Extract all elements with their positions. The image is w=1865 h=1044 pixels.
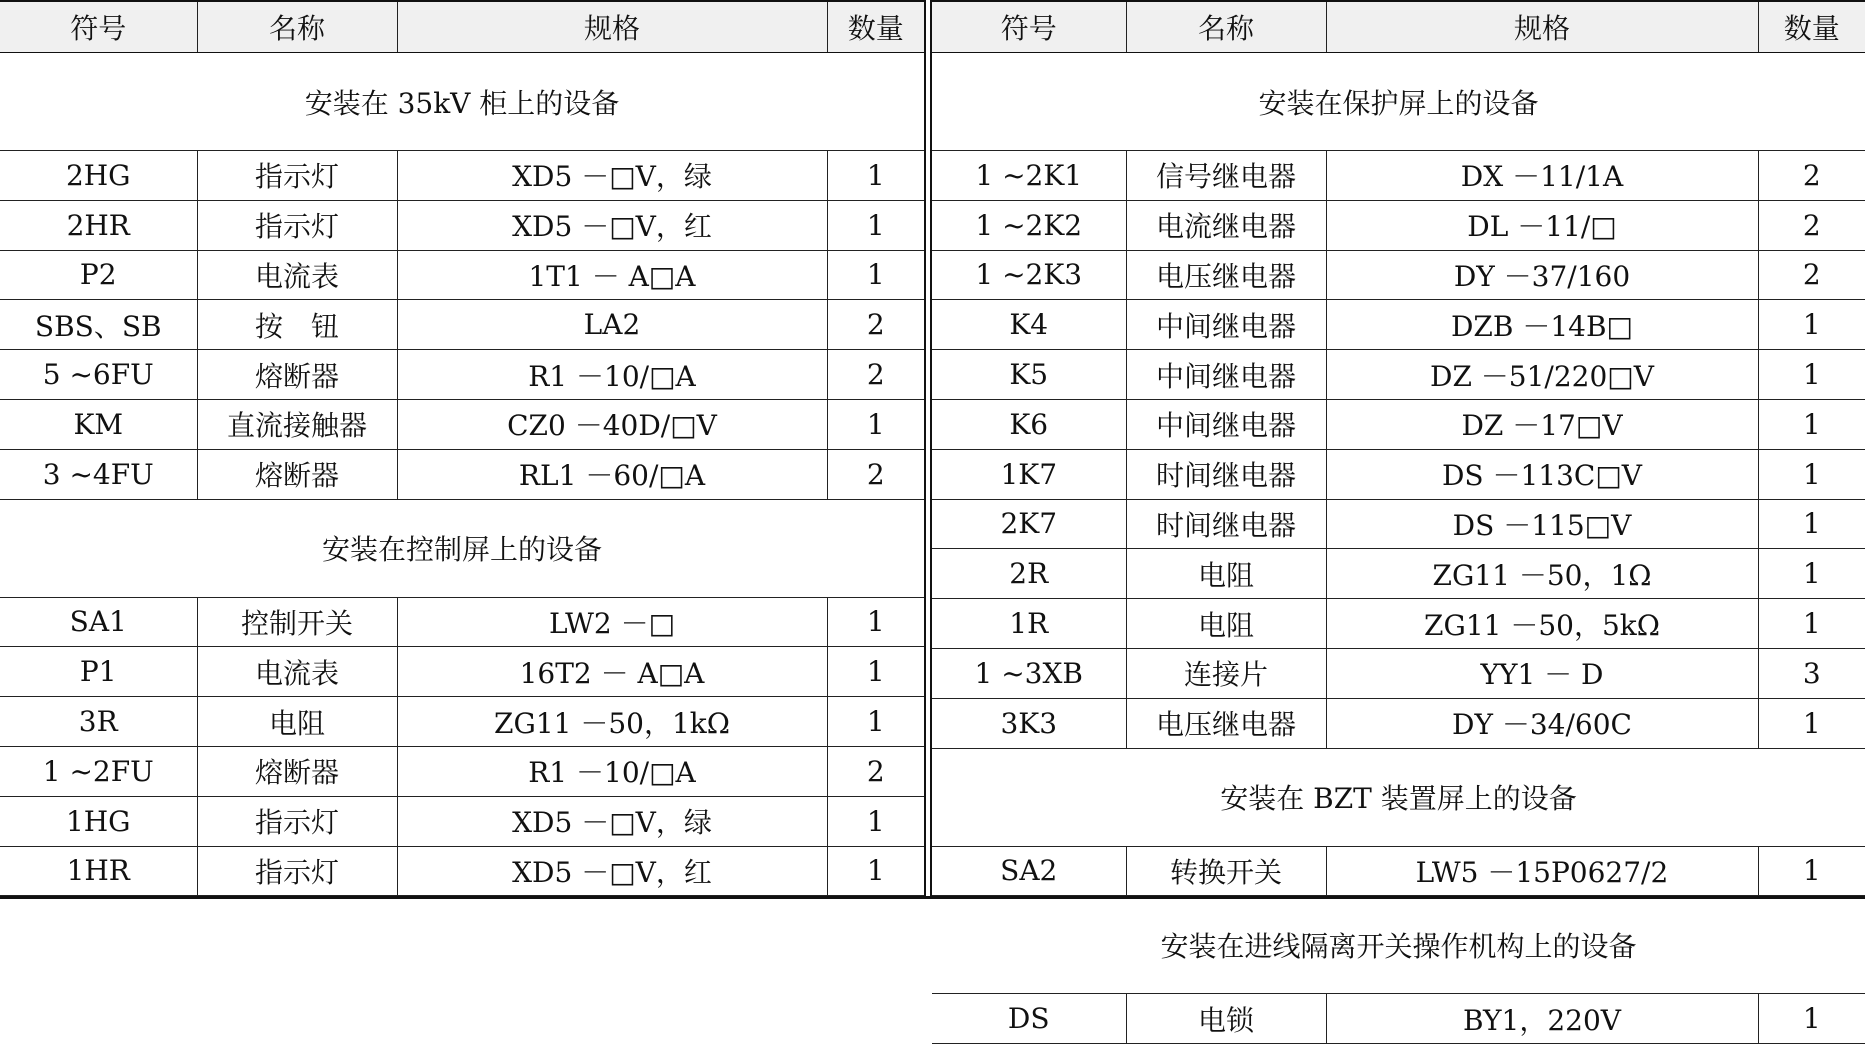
section-row (932, 53, 1865, 151)
section-title: 安装在 35kV 柜上的设备 (0, 53, 924, 151)
cell-spec: 16T2 － A□A (397, 647, 827, 697)
cell-name: 熔断器 (197, 746, 397, 796)
table-row (0, 746, 924, 796)
cell-spec: YY1 － D (1326, 648, 1758, 698)
cell-quantity: 2 (827, 746, 924, 796)
cell-name: 电流表 (197, 647, 397, 697)
table-row (932, 846, 1865, 896)
cell-symbol: 1K7 (932, 449, 1126, 499)
cell-quantity: 1 (827, 846, 924, 896)
cell-quantity: 1 (827, 697, 924, 747)
table-row (932, 200, 1865, 250)
cell-name: 控制开关 (197, 597, 397, 647)
cell-quantity: 1 (1758, 399, 1865, 449)
table-row (932, 648, 1865, 698)
table-row (932, 300, 1865, 350)
table-row (932, 399, 1865, 449)
table-row (0, 449, 924, 499)
header-row (0, 1, 924, 53)
table-row (0, 250, 924, 300)
cell-symbol: 2HG (0, 151, 197, 201)
cell-spec: XD5 －□V，绿 (397, 796, 827, 846)
header-name: 名称 (1126, 1, 1326, 53)
cell-quantity: 1 (1758, 846, 1865, 896)
cell-name: 指示灯 (197, 151, 397, 201)
cell-name: 电压继电器 (1126, 698, 1326, 748)
cell-quantity: 2 (1758, 200, 1865, 250)
right-table-half (932, 0, 1865, 1037)
table-row (932, 599, 1865, 649)
cell-name: 信号继电器 (1126, 151, 1326, 201)
header-spec: 规格 (1326, 1, 1758, 53)
cell-spec: XD5 －□V，红 (397, 200, 827, 250)
cell-name: 按 钮 (197, 300, 397, 350)
cell-spec: DZ －17□V (1326, 399, 1758, 449)
cell-name: 电锁 (1126, 994, 1326, 1044)
cell-quantity: 1 (827, 200, 924, 250)
table-row (0, 151, 924, 201)
table-row (932, 994, 1865, 1044)
cell-symbol: SA1 (0, 597, 197, 647)
cell-name: 电阻 (1126, 599, 1326, 649)
cell-spec: XD5 －□V，红 (397, 846, 827, 896)
center-divider-left (924, 0, 926, 899)
cell-symbol: 3K3 (932, 698, 1126, 748)
section-row (0, 53, 924, 151)
section-title: 安装在 BZT 装置屏上的设备 (932, 748, 1865, 846)
cell-spec: DX －11/1A (1326, 151, 1758, 201)
cell-quantity: 1 (827, 796, 924, 846)
left-table-half (0, 0, 924, 899)
cell-name: 转换开关 (1126, 846, 1326, 896)
cell-symbol: 1 ~2FU (0, 746, 197, 796)
table-row (932, 449, 1865, 499)
right-equipment-table (932, 0, 1865, 1044)
cell-spec: DY －37/160 (1326, 250, 1758, 300)
section-title: 安装在进线隔离开关操作机构上的设备 (932, 896, 1865, 994)
cell-symbol: 2HR (0, 200, 197, 250)
cell-spec: DY －34/60C (1326, 698, 1758, 748)
table-row (932, 549, 1865, 599)
section-title: 安装在控制屏上的设备 (0, 499, 924, 597)
cell-name: 指示灯 (197, 200, 397, 250)
cell-name: 时间继电器 (1126, 449, 1326, 499)
cell-spec: DS －113C□V (1326, 449, 1758, 499)
cell-symbol: P2 (0, 250, 197, 300)
header-symbol: 符号 (932, 1, 1126, 53)
cell-quantity: 1 (1758, 994, 1865, 1044)
cell-quantity: 1 (827, 151, 924, 201)
cell-spec: ZG11 －50，1kΩ (397, 697, 827, 747)
table-row (0, 697, 924, 747)
cell-spec: LW2 －□ (397, 597, 827, 647)
cell-quantity: 1 (827, 647, 924, 697)
cell-name: 电流表 (197, 250, 397, 300)
table-row (0, 200, 924, 250)
cell-spec: R1 －10/□A (397, 350, 827, 400)
cell-symbol: K4 (932, 300, 1126, 350)
table-row (0, 796, 924, 846)
table-row (0, 597, 924, 647)
cell-spec: XD5 －□V，绿 (397, 151, 827, 201)
cell-spec: R1 －10/□A (397, 746, 827, 796)
cell-quantity: 2 (827, 350, 924, 400)
cell-quantity: 1 (1758, 549, 1865, 599)
cell-symbol: 1 ~2K3 (932, 250, 1126, 300)
table-row (0, 399, 924, 449)
cell-quantity: 1 (827, 250, 924, 300)
header-symbol: 符号 (0, 1, 197, 53)
cell-symbol: 2K7 (932, 499, 1126, 549)
cell-name: 时间继电器 (1126, 499, 1326, 549)
header-name: 名称 (197, 1, 397, 53)
section-row (932, 896, 1865, 994)
table-row (932, 151, 1865, 201)
cell-spec: DL －11/□ (1326, 200, 1758, 250)
cell-name: 中间继电器 (1126, 399, 1326, 449)
table-row (0, 647, 924, 697)
cell-spec: DS －115□V (1326, 499, 1758, 549)
cell-symbol: P1 (0, 647, 197, 697)
cell-name: 中间继电器 (1126, 300, 1326, 350)
cell-symbol: DS (932, 994, 1126, 1044)
cell-symbol: 1 ~2K1 (932, 151, 1126, 201)
cell-symbol: KM (0, 399, 197, 449)
cell-spec: 1T1 － A□A (397, 250, 827, 300)
table-row (932, 698, 1865, 748)
cell-spec: RL1 －60/□A (397, 449, 827, 499)
cell-quantity: 2 (1758, 250, 1865, 300)
cell-name: 指示灯 (197, 846, 397, 896)
table-row (932, 350, 1865, 400)
cell-spec: ZG11 －50，5kΩ (1326, 599, 1758, 649)
section-row (932, 748, 1865, 846)
cell-name: 电流继电器 (1126, 200, 1326, 250)
cell-name: 电阻 (197, 697, 397, 747)
header-quantity: 数量 (827, 1, 924, 53)
cell-quantity: 1 (1758, 499, 1865, 549)
cell-spec: CZ0 －40D/□V (397, 399, 827, 449)
header-quantity: 数量 (1758, 1, 1865, 53)
cell-symbol: 1 ~3XB (932, 648, 1126, 698)
cell-quantity: 1 (827, 597, 924, 647)
cell-quantity: 2 (827, 449, 924, 499)
table-row (0, 300, 924, 350)
cell-symbol: 1R (932, 599, 1126, 649)
cell-name: 指示灯 (197, 796, 397, 846)
cell-quantity: 1 (1758, 350, 1865, 400)
left-equipment-table (0, 0, 924, 896)
cell-symbol: K5 (932, 350, 1126, 400)
cell-name: 电阻 (1126, 549, 1326, 599)
cell-quantity: 2 (1758, 151, 1865, 201)
cell-quantity: 1 (827, 399, 924, 449)
cell-symbol: SBS、SB (0, 300, 197, 350)
cell-quantity: 3 (1758, 648, 1865, 698)
cell-spec: LW5 －15P0627/2 (1326, 846, 1758, 896)
table-row (932, 250, 1865, 300)
cell-symbol: 5 ~6FU (0, 350, 197, 400)
cell-quantity: 1 (1758, 300, 1865, 350)
cell-spec: DZB －14B□ (1326, 300, 1758, 350)
cell-spec: DZ －51/220□V (1326, 350, 1758, 400)
table-row (932, 499, 1865, 549)
cell-name: 连接片 (1126, 648, 1326, 698)
cell-quantity: 2 (827, 300, 924, 350)
table-row (0, 846, 924, 896)
cell-quantity: 1 (1758, 698, 1865, 748)
cell-spec: ZG11 －50，1Ω (1326, 549, 1758, 599)
cell-symbol: 2R (932, 549, 1126, 599)
cell-symbol: 1 ~2K2 (932, 200, 1126, 250)
cell-name: 直流接触器 (197, 399, 397, 449)
cell-symbol: SA2 (932, 846, 1126, 896)
cell-spec: LA2 (397, 300, 827, 350)
header-row (932, 1, 1865, 53)
cell-symbol: 1HG (0, 796, 197, 846)
cell-spec: BY1，220V (1326, 994, 1758, 1044)
cell-name: 熔断器 (197, 449, 397, 499)
cell-name: 中间继电器 (1126, 350, 1326, 400)
cell-name: 熔断器 (197, 350, 397, 400)
section-row (0, 499, 924, 597)
cell-name: 电压继电器 (1126, 250, 1326, 300)
cell-symbol: 3 ~4FU (0, 449, 197, 499)
section-title: 安装在保护屏上的设备 (932, 53, 1865, 151)
cell-symbol: 1HR (0, 846, 197, 896)
cell-quantity: 1 (1758, 449, 1865, 499)
header-spec: 规格 (397, 1, 827, 53)
cell-quantity: 1 (1758, 599, 1865, 649)
cell-symbol: 3R (0, 697, 197, 747)
table-row (0, 350, 924, 400)
cell-symbol: K6 (932, 399, 1126, 449)
